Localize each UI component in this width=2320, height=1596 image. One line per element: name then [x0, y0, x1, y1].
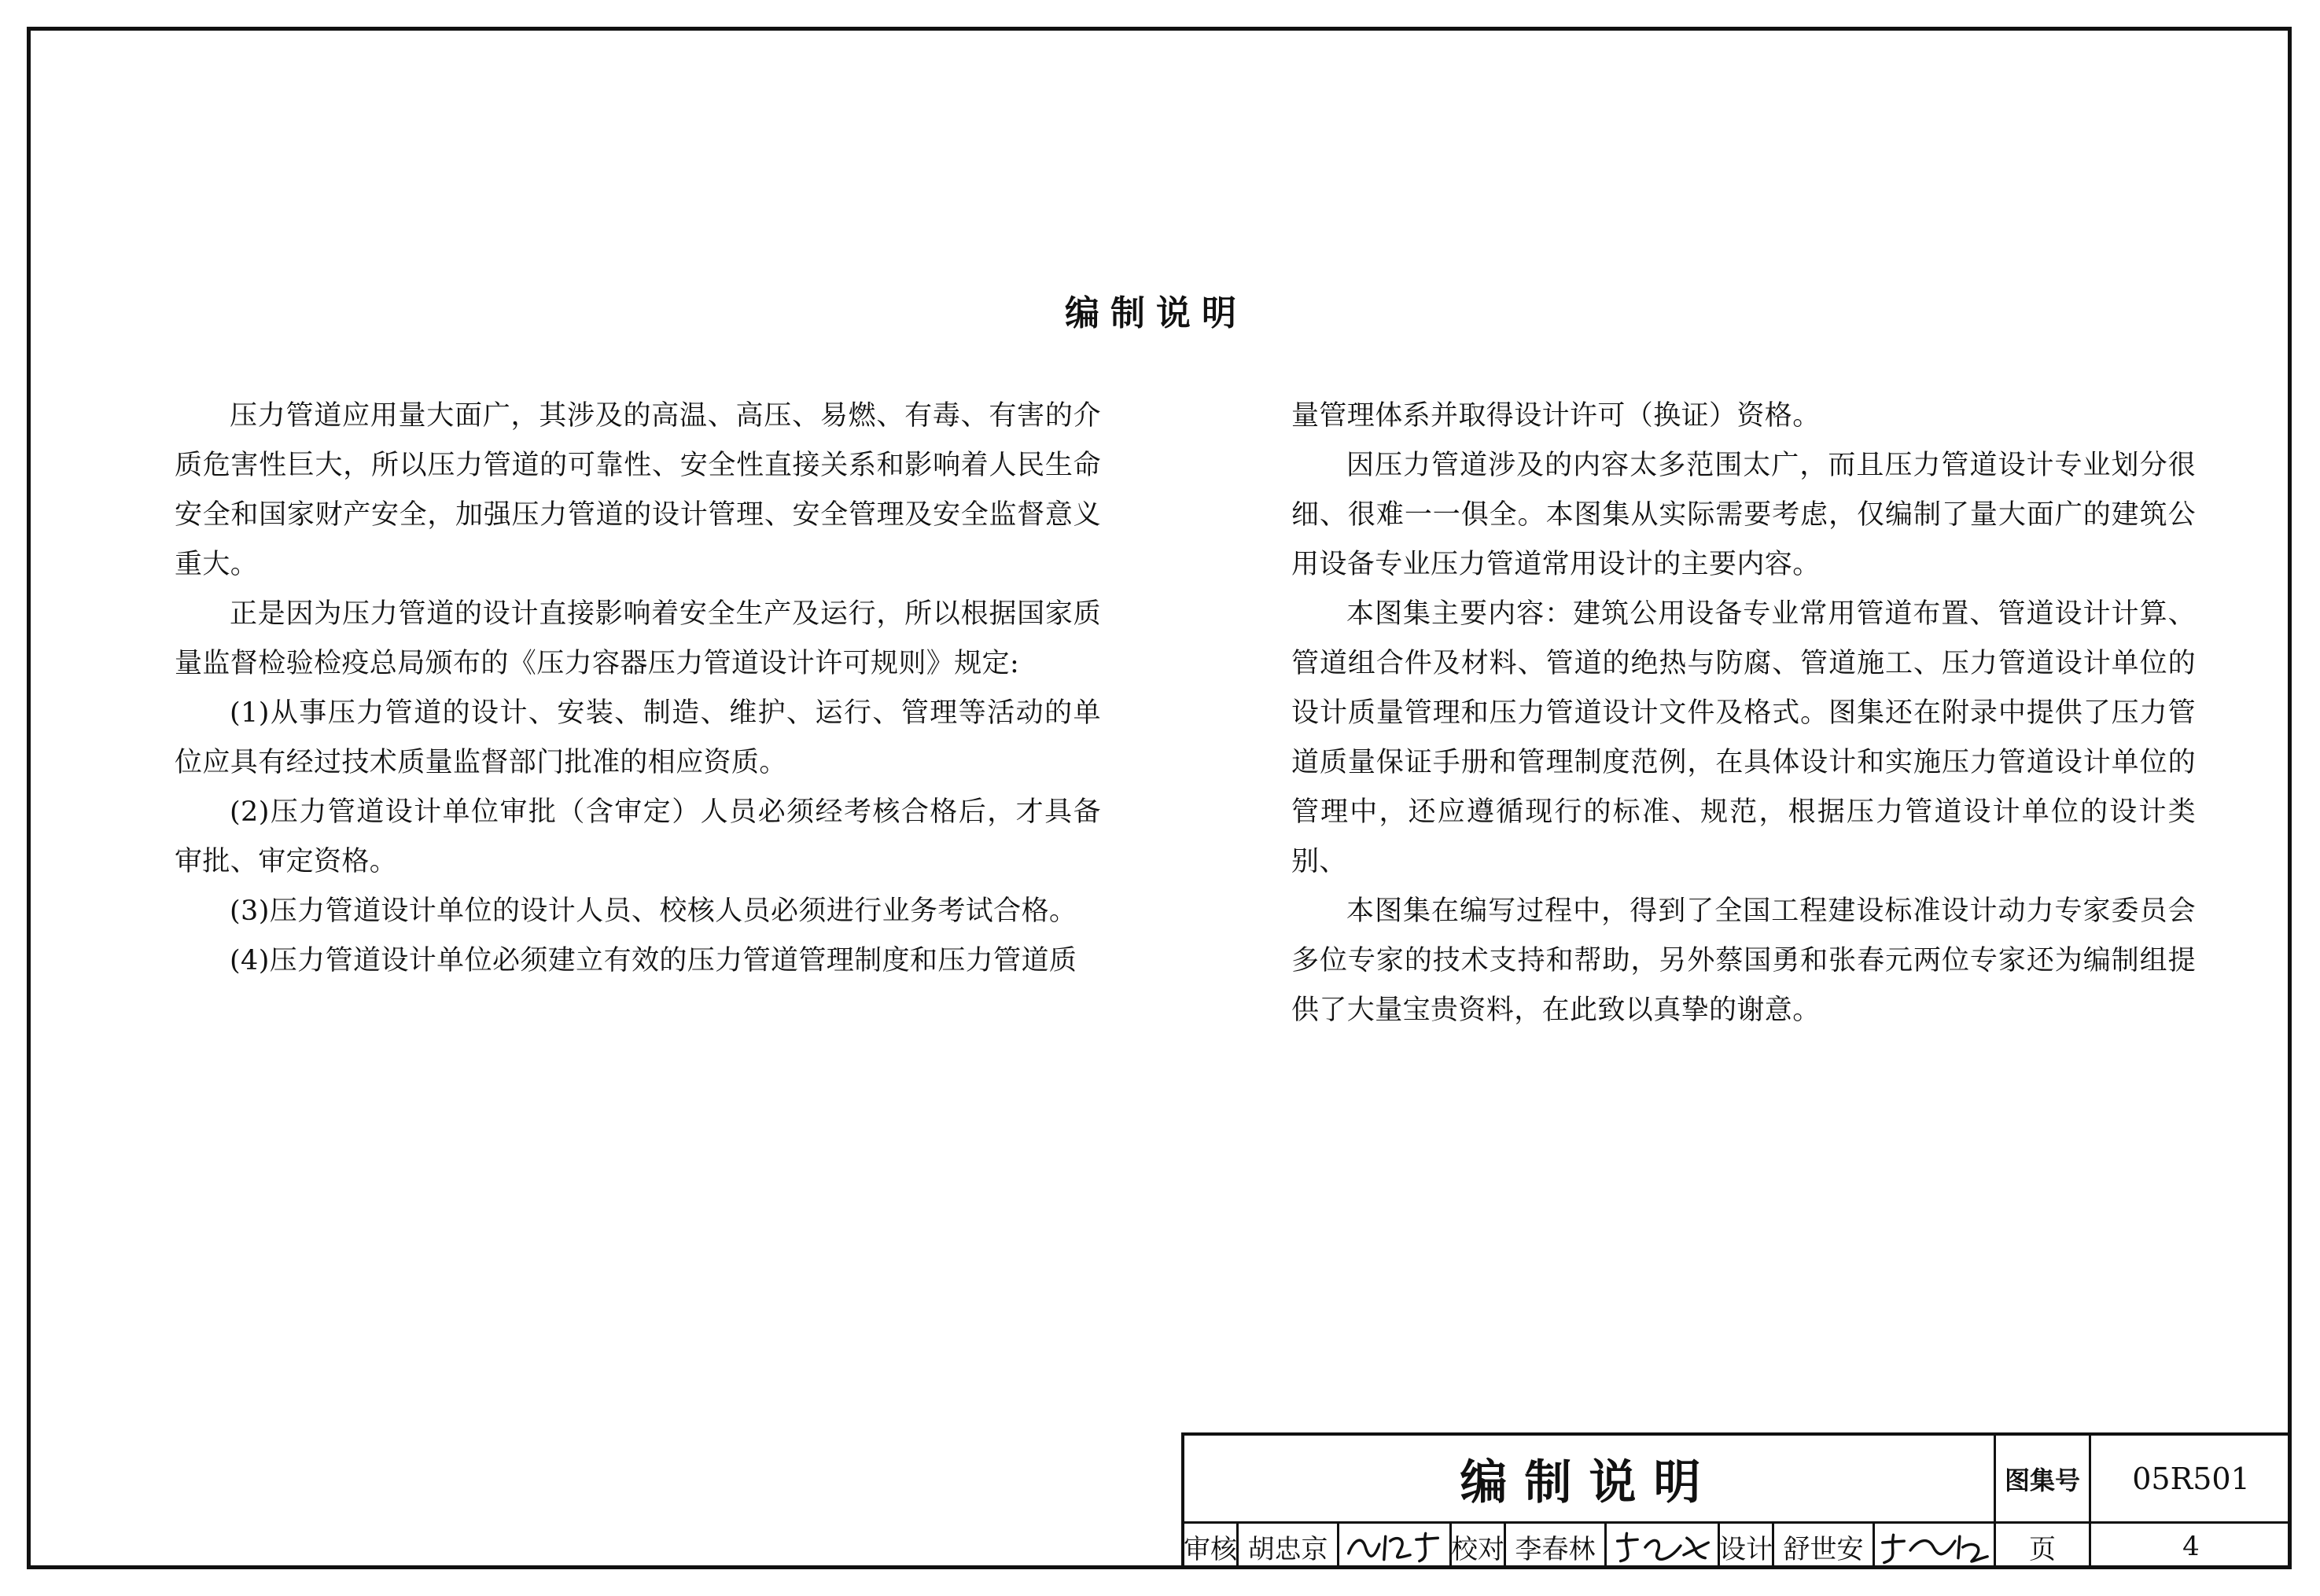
left-column: [175, 392, 1101, 986]
document-title: 编制说明: [1065, 293, 1247, 333]
paragraph: 本图集在编写过程中，得到了全国工程建设标准设计动力专家委员会多位专家的技术支持和帮助，另外蔡国勇和张春元两位专家还为编制组提供了大量宝贵资料，在此致以真挚的谢意。: [1291, 895, 2196, 1026]
designer-signature: [1875, 1524, 1996, 1569]
page-number: 4: [2182, 1531, 2200, 1562]
paragraph: 因压力管道涉及的内容太多范围太广，而且压力管道设计专业划分很细、很难一一俱全。本图集从实际需要考虑，仅编制了量大面广的建筑公用设备专业压力管道常用设计的主要内容。: [1291, 450, 2196, 580]
title-block-title: 编制说明: [1184, 1436, 1996, 1524]
paragraph: 压力管道应用量大面广，其涉及的高温、高压、易燃、有毒、有害的介质危害性巨大，所以压力管道的可靠性、安全性直接关系和影响着人民生命安全和国家财产安全，加强压力管道的设计管理、安全管理及安全监督意义重大。: [175, 400, 1101, 580]
paragraph-continuation: 量管理体系并取得设计许可（换证）资格。: [1291, 400, 1821, 432]
list-item: (1)从事压力管道的设计、安装、制造、维护、运行、管理等活动的单位应具有经过技术质量监督部门批准的相应资质。: [175, 697, 1101, 778]
list-item: (4)压力管道设计单位必须建立有效的压力管道管理制度和压力管道质: [230, 945, 1077, 976]
checker-signature: [1607, 1524, 1720, 1569]
checker-name: 李春林: [1506, 1524, 1607, 1569]
page-label: 页: [1996, 1524, 2091, 1569]
designer-name: 舒世安: [1774, 1524, 1875, 1569]
atlas-number: 05R501: [2091, 1436, 2291, 1524]
design-label: 设计: [1720, 1524, 1774, 1569]
check-label: 校对: [1452, 1524, 1506, 1569]
title-block: [1181, 1432, 2291, 1569]
review-label: 审核: [1184, 1524, 1239, 1569]
list-item: (3)压力管道设计单位的设计人员、校核人员必须进行业务考试合格。: [230, 895, 1077, 927]
list-item: (2)压力管道设计单位审批（含审定）人员必须经考核合格后，才具备审批、审定资格。: [175, 796, 1101, 877]
reviewer-signature: [1339, 1524, 1452, 1569]
right-column: [1291, 392, 2196, 1035]
paragraph: 正是因为压力管道的设计直接影响着安全生产及运行，所以根据国家质量监督检验检疫总局颁布的《压力容器压力管道设计许可规则》规定:: [175, 598, 1101, 679]
reviewer-name: 胡忠京: [1239, 1524, 1339, 1569]
atlas-number-label: 图集号: [1996, 1436, 2091, 1524]
paragraph: 本图集主要内容：建筑公用设备专业常用管道布置、管道设计计算、管道组合件及材料、管道的绝热与防腐、管道施工、压力管道设计单位的设计质量管理和压力管道设计文件及格式。图集还在附录中提供了压力管道质量保证手册和管理制度范例，在具体设计和实施压力管道设计单位的管理中，还应遵循现行的标准、规范，根据压力管道设计单位的设计类别、: [1291, 598, 2196, 877]
